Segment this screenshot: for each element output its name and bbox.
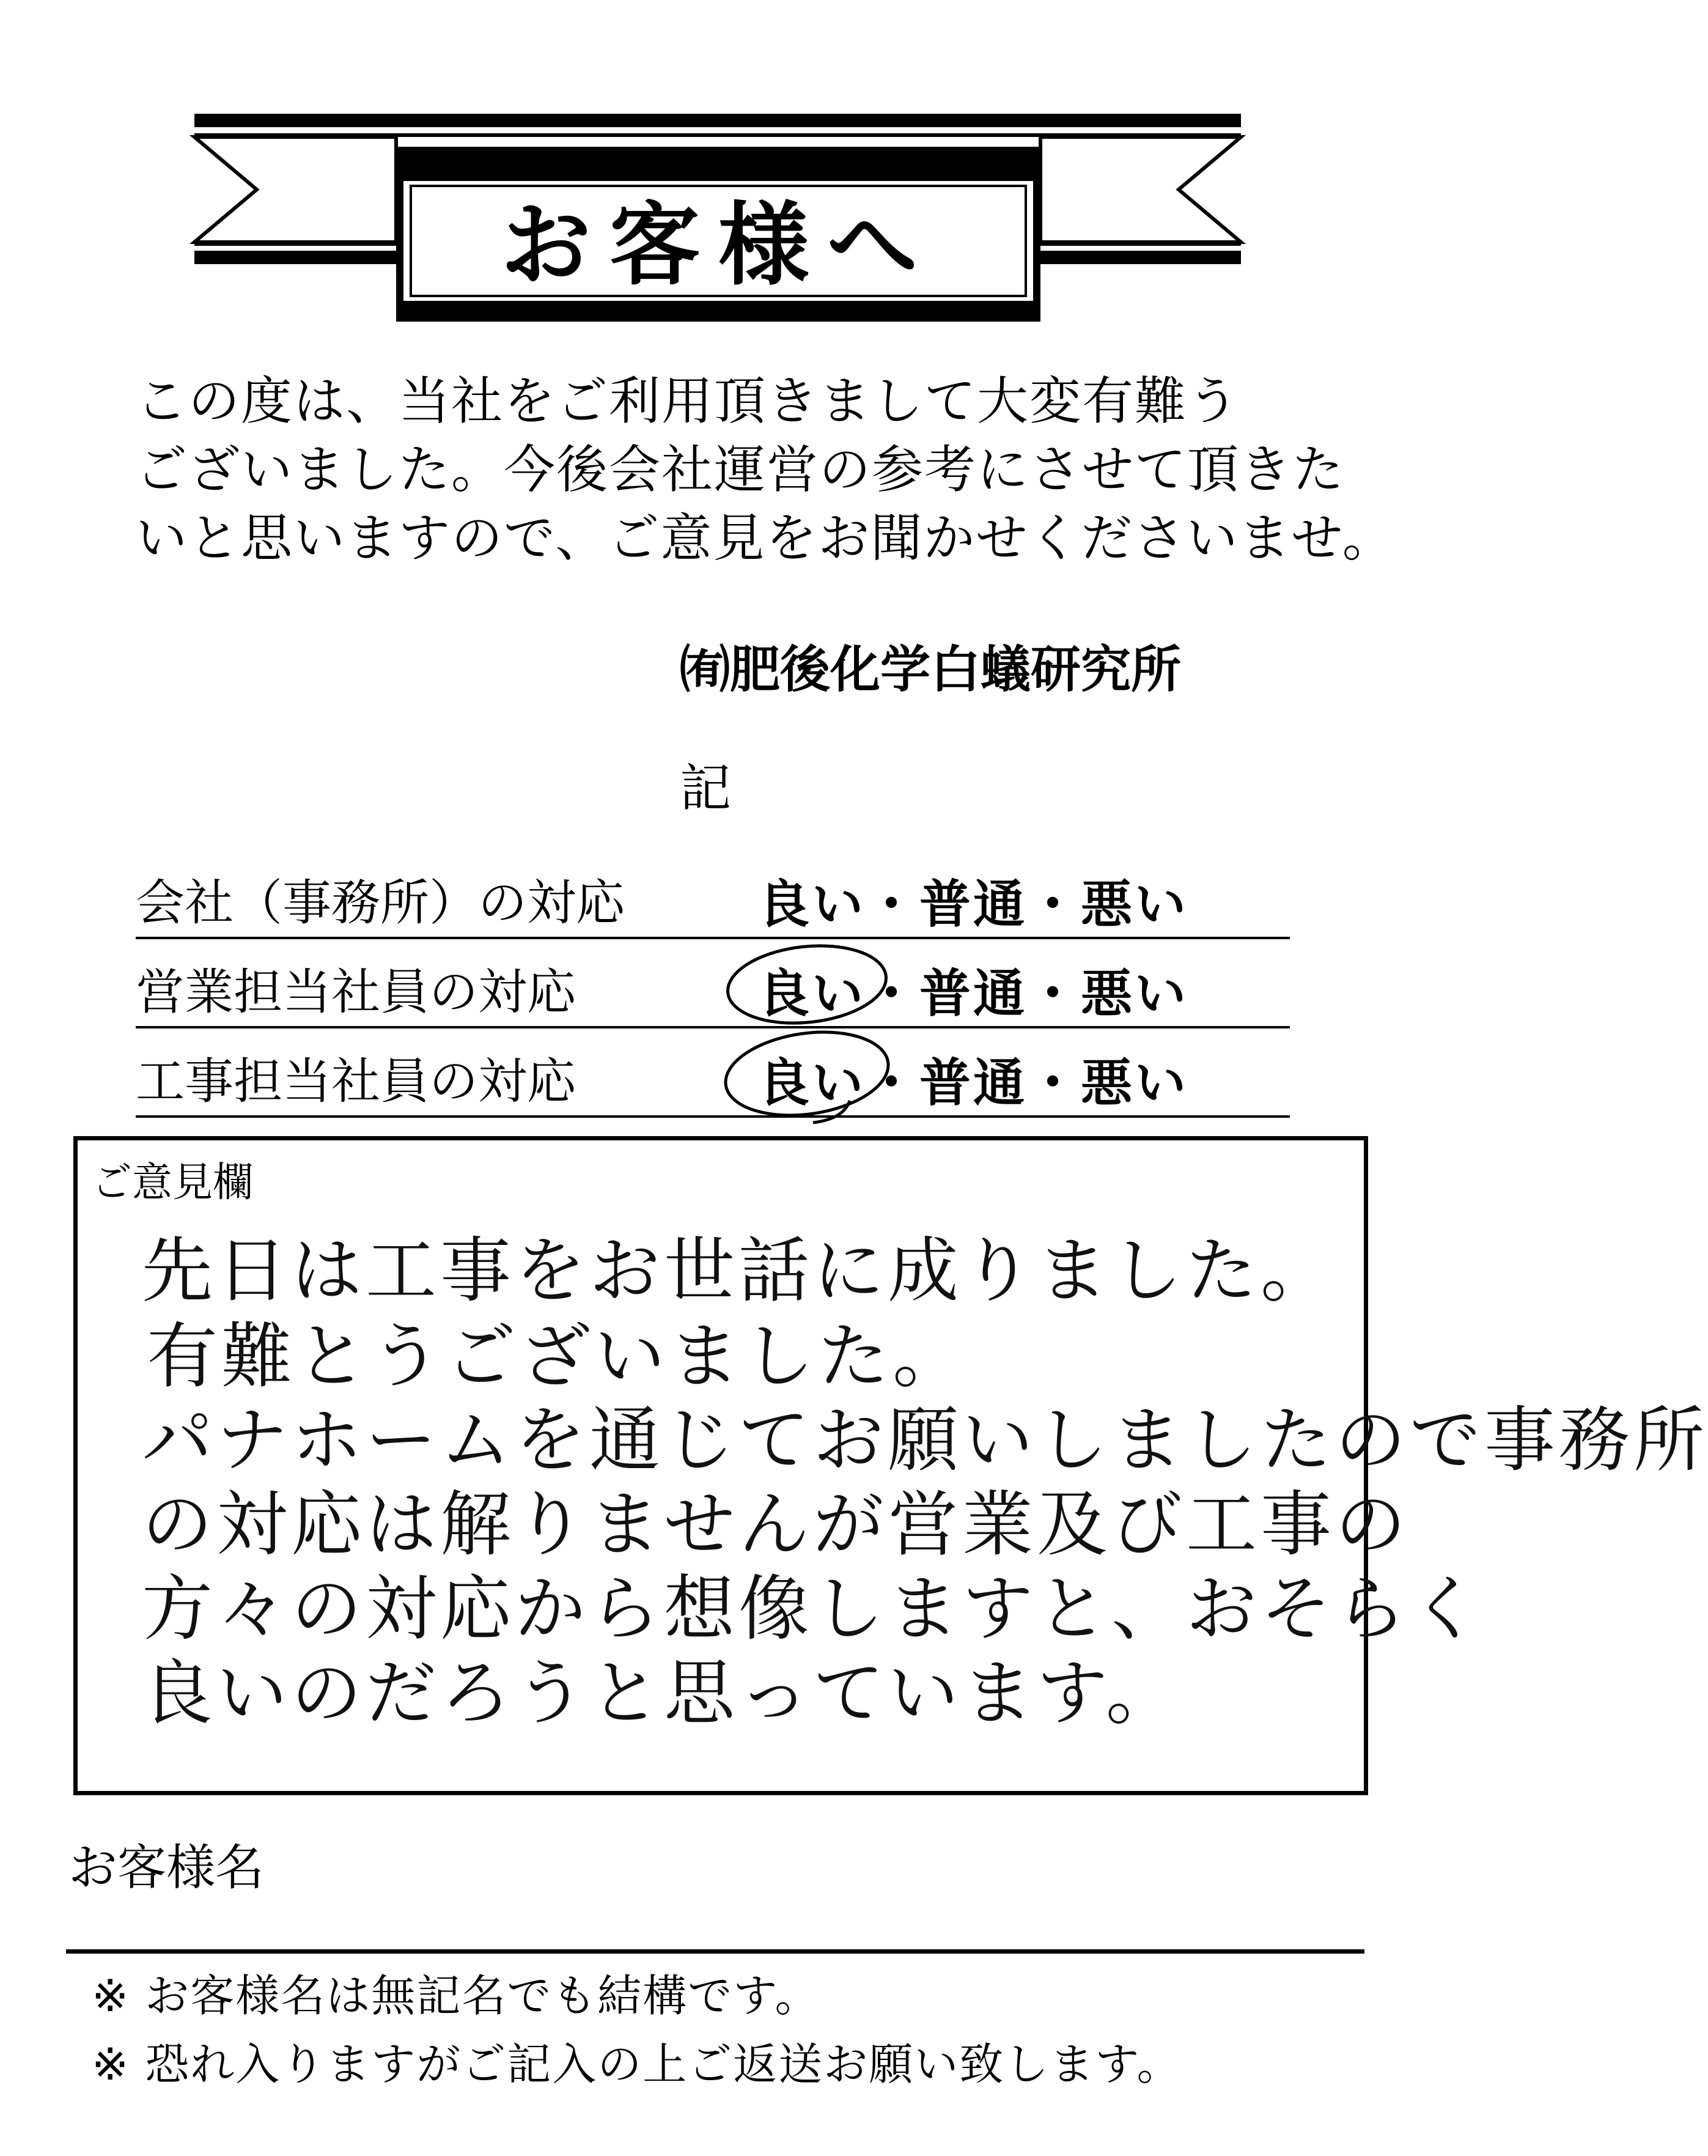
customer-name-line[interactable] [66, 1949, 1364, 1954]
rating-row-company [136, 850, 1290, 939]
rating-row-sales [136, 939, 1290, 1028]
company-name: ㈲肥後化学白蟻研究所 [680, 641, 1182, 699]
handwritten-line: の対応は解りませんが営業及び工事の [142, 1483, 1410, 1566]
page-title: お客様へ [501, 191, 936, 298]
handwritten-line: 有難とうございました。 [147, 1315, 967, 1398]
intro-line: この度は、当社をご利用頂きまして大変有難う [136, 371, 1240, 431]
handwritten-line: 先日は工事をお世話に成りました。 [142, 1230, 1335, 1312]
selected-circle-construction [720, 1022, 894, 1125]
rating-label: 工事担当社員の対応 [136, 1053, 576, 1110]
footer-notes [92, 1962, 1182, 2099]
handwritten-line: 方々の対応から想像しますと、おそらく [142, 1568, 1484, 1650]
note-line: ※ お客様名は無記名でも結構です。 [92, 1970, 820, 2021]
note-line: ※ 恐れ入りますがご記入の上ご返送お願い致します。 [92, 2039, 1182, 2090]
handwritten-line: パナホームを通じてお願いしましたので事務所 [142, 1399, 1708, 1482]
handwritten-line: 良いのだろうと思っています。 [142, 1652, 1180, 1735]
rating-label: 営業担当社員の対応 [136, 964, 576, 1021]
rating-options[interactable]: 良い・普通・悪い [758, 874, 1189, 934]
selected-circle-sales [724, 939, 890, 1030]
rating-options[interactable]: 良い・普通・悪い [758, 1053, 1189, 1113]
selection-circle-marks [721, 936, 905, 1137]
intro-line: ございました。今後会社運営の参考にさせて頂きた [136, 440, 1345, 500]
intro-paragraph [136, 367, 1395, 572]
rating-label: 会社（事務所）の対応 [136, 874, 625, 931]
customer-name-label: お客様名 [68, 1839, 264, 1896]
rating-row-construction [136, 1028, 1290, 1118]
rating-options[interactable]: 良い・普通・悪い [758, 964, 1189, 1024]
intro-line: いと思いますので、ご意見をお聞かせくださいませ。 [136, 508, 1395, 568]
ki-heading: 記 [680, 758, 732, 818]
row-divider [136, 1115, 1290, 1118]
comment-label: ご意見欄 [92, 1159, 253, 1206]
